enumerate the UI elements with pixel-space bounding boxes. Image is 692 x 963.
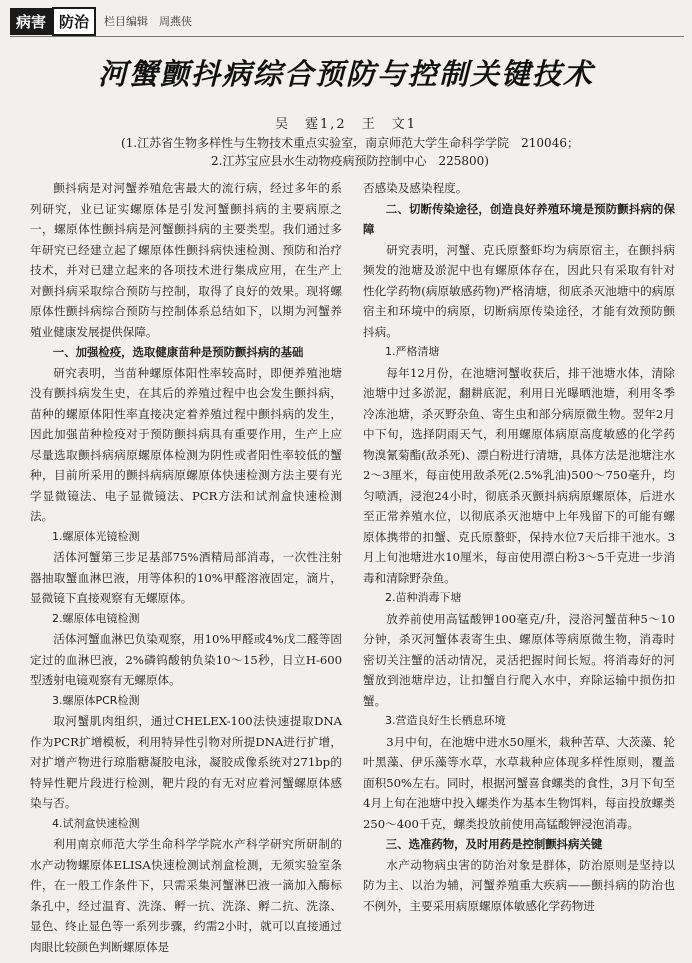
subsection-heading: 2.螺原体电镜检测 [52, 611, 140, 625]
paragraph: 水产动物病虫害的防治对象是群体，防治原则是坚持以防为主、以治为辅，河蟹养殖重大疾病——颤抖病的防治也不例外，主要采用病原螺原体敏感化学药物进 [363, 857, 675, 913]
paragraph-continued: 否感染及感染程度。 [363, 181, 468, 195]
section-tag: 病害 [10, 8, 52, 35]
subsection-heading: 2.苗种消毒下塘 [385, 591, 462, 604]
paragraph: 研究表明，当苗种螺原体阳性率较高时，即便养殖池塘没有颤抖病发生史，在其后的养殖过程中也会发生颤抖病，苗种的螺原体阳性率直接决定着养殖过程中颤抖病的发生，因此加强苗种检疫对于预防颤抖病具有重要作用，生产上应尽量选取颤抖病病原螺原体检测为阴性或者阳性率较低的蟹种，目前所采用的颤抖病病原螺原体快速检测方法主要有光学显微镜法、电子显微镜法、PCR方法和试剂盒快速检测法。 [30, 365, 342, 523]
subsection-heading: 1.螺原体光镜检测 [52, 529, 140, 543]
right-column [363, 178, 675, 916]
subsection-heading: 1.严格清塘 [385, 345, 440, 358]
paragraph: 取河蟹肌肉组织，通过CHELEX-100法快速提取DNA作为PCR扩增模板，利用特异性引物对所提DNA进行扩增，对扩增产物进行琼脂糖凝胶电泳，凝胶成像系统对271bp的特异性靶片段进行检测，靶片段的有无对应着河蟹螺原体感染与否。 [30, 714, 342, 810]
section-heading: 一、加强检疫，选取健康苗种是预防颤抖病的基础 [52, 345, 304, 359]
paragraph: 放养前使用高锰酸钾100毫克/升，浸浴河蟹苗种5～10分钟，杀灭河蟹体表寄生虫、螺原体等病原微生物，消毒时密切关注蟹的活动情况，灵活把握时间长短。将消毒好的河蟹放到池塘岸边，让扣蟹自行爬入水中，弃除运输中损伤扣蟹。 [363, 611, 675, 708]
paragraph: 3月中旬，在池塘中进水50厘米，栽种苦草、大茨藻、轮叶黑藻、伊乐藻等水草，水草栽种应体现多样性原则，覆盖面积50%左右。同时，根据河蟹喜食螺类的食性，3月下旬至4月上旬在池塘中投入螺类作为基本生物饵料，每亩投放螺类250～400千克，螺类投放前使用高锰酸钾浸泡消毒。 [363, 734, 675, 831]
article-title: 河蟹颤抖病综合预防与控制关键技术 [97, 57, 594, 91]
section-tag-secondary: 防治 [52, 7, 96, 36]
paragraph: 活体河蟹第三步足基部75%酒精局部消毒，一次性注射器抽取蟹血淋巴液，用等体积的10%甲醛溶液固定，滴片，显微镜下直接观察有无螺原体。 [30, 550, 342, 605]
header-divider [10, 36, 684, 37]
subsection-heading: 4.试剂盒快速检测 [52, 816, 140, 830]
affiliation-2: 2.江苏宝应县水生动物疫病预防控制中心 225800) [211, 154, 489, 168]
paragraph: 每年12月份，在池塘河蟹收获后，排干池塘水体，清除池塘中过多淤泥，翻耕底泥，利用日光曝晒池塘，利用冬季冷冻池塘，杀灭野杂鱼、寄生虫和部分病原微生物。翌年2月中下旬，选择阴雨天气，利用螺原体病原高度敏感的化学药物溴氰菊酯(敌杀死)、漂白粉进行清塘，具体方法是池塘注水2～3厘米，每亩使用敌杀死(2.5%乳油)500～750毫升，均匀喷洒，浸泡24小时，彻底杀灭颤抖病病原螺原体，后进水至正常养殖水位，以彻底杀灭池塘中上年残留下的可能有螺原体携带的扣蟹、克氏原螯虾，保持水位7天后排干池水。3月上旬池塘进水10厘米，每亩使用漂白粉3～5千克进一步消毒和清除野杂鱼。 [363, 365, 675, 585]
column-editor: 栏目编辑 周燕侠 [104, 15, 193, 28]
article-authors: 吴 霆1,2 王 文1 [275, 117, 417, 132]
subsection-heading: 3.螺原体PCR检测 [52, 693, 140, 707]
section-heading: 二、切断传染途径，创造良好养殖环境是预防颤抖病的保障 [363, 201, 675, 236]
affiliation-1: (1.江苏省生物多样性与生物技术重点实验室，南京师范大学生命科学学院 210046； [121, 136, 579, 150]
left-column [30, 178, 342, 957]
column-header [10, 8, 192, 34]
subsection-heading: 3.营造良好生长栖息环境 [385, 714, 506, 727]
paragraph: 颤抖病是对河蟹养殖危害最大的流行病，经过多年的系列研究，业已证实螺原体是引发河蟹颤抖病的主要病原之一，螺原体性颤抖病是河蟹颤抖病的主要类型。我们通过多年研究已经建立起了螺原体性颤抖病快速检测、预防和治疗技术，并对已建立起来的各项技术进行集成应用，在生产上对颤抖病采取综合预防与控制，取得了良好的效果。现将螺原体性颤抖病综合预防与控制体系总结如下，以期为河蟹养殖业健康发展提供保障。 [30, 181, 342, 339]
section-heading: 三、选准药物，及时用药是控制颤抖病关键 [385, 837, 603, 851]
paragraph: 研究表明，河蟹、克氏原螯虾均为病原宿主，在颤抖病频发的池塘及淤泥中也有螺原体存在，因此只有采取有针对性化学药物(病原敏感药物)严格清塘，彻底杀灭池塘中的病原宿主和环境中的病原，切断病原传染途径，才能有效预防颤抖病。 [363, 242, 675, 339]
paragraph: 利用南京师范大学生命科学学院水产科学研究所研制的水产动物螺原体ELISA快速检测试剂盒检测，无须实验室条件，在一般工作条件下，只需采集河蟹淋巴液一滴加入酶标条孔中，经过温育、洗涤、孵一抗、洗涤、孵二抗、洗涤、显色、终止显色等一系列步骤，约需2小时，就可以直接通过肉眼比较颜色判断螺原体是 [30, 837, 342, 954]
paragraph: 活体河蟹血淋巴负染观察，用10%甲醛或4%戊二醛等固定过的血淋巴液，2%磷钨酸钠负染10～15秒，日立H-600型透射电镜观察有无螺原体。 [30, 632, 342, 687]
